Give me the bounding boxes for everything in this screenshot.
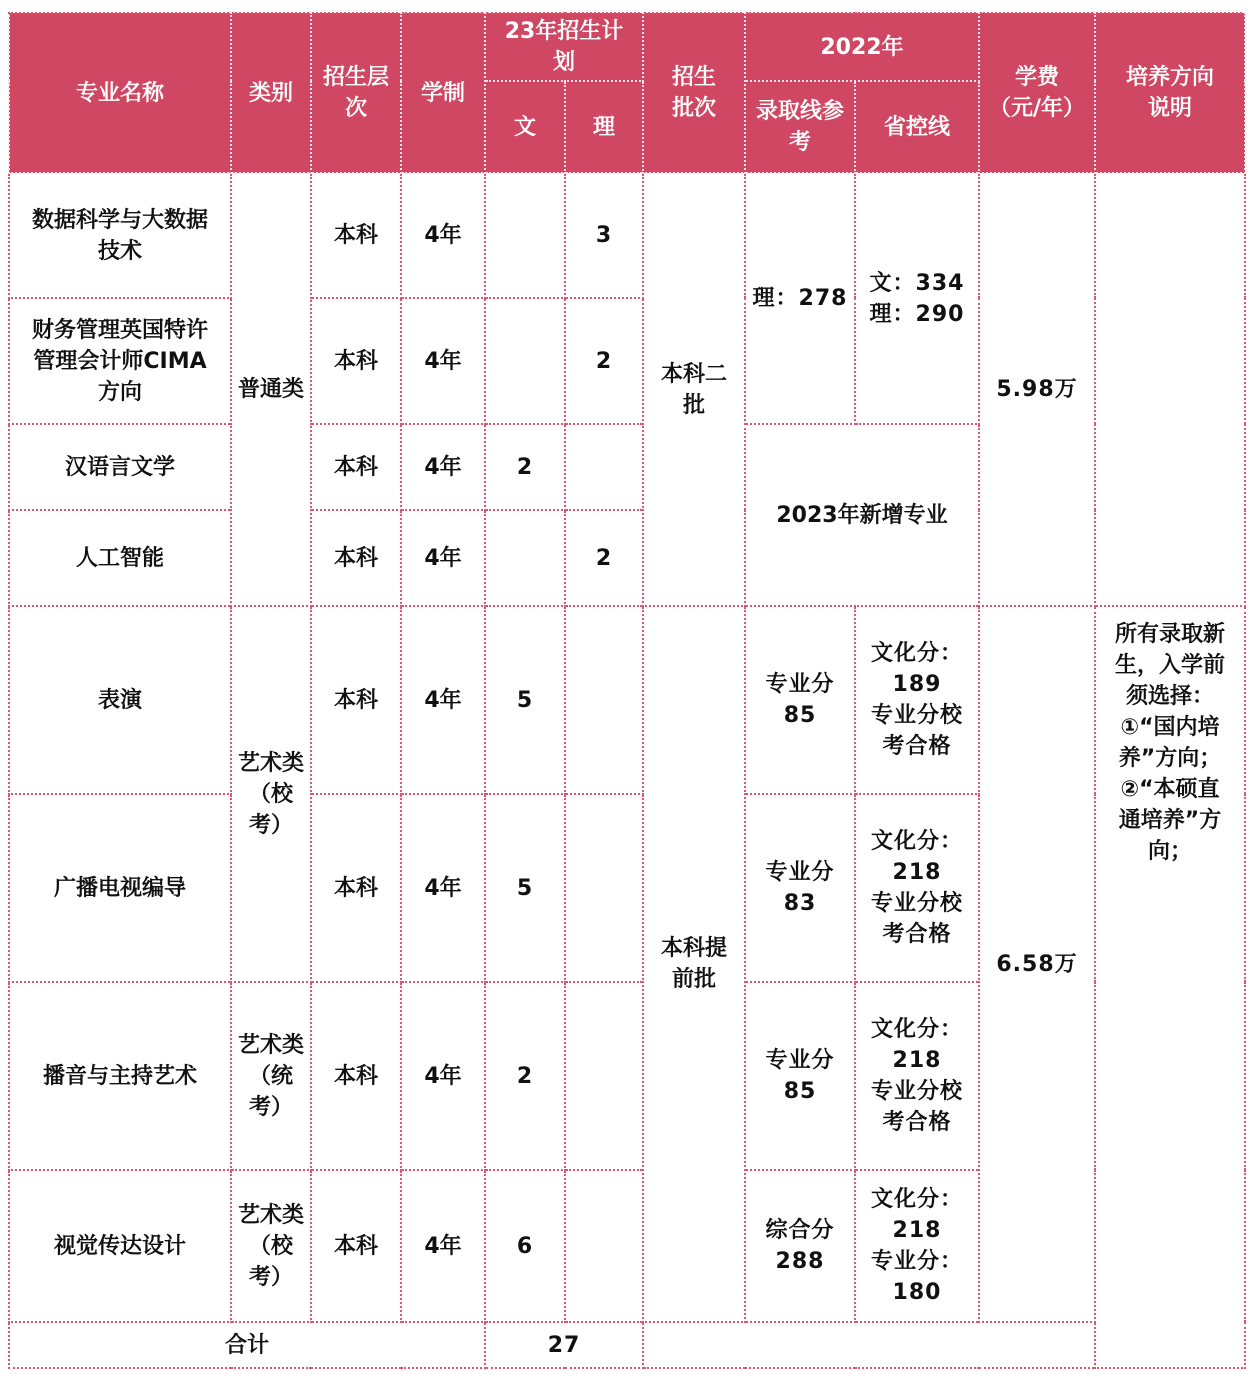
header-province-line: 省控线 bbox=[855, 81, 979, 173]
major-name: 汉语言文学 bbox=[9, 424, 231, 510]
category-cell: 艺术类 （校考） bbox=[231, 606, 311, 982]
header-major: 专业名称 bbox=[9, 13, 231, 173]
level-cell: 本科 bbox=[311, 173, 401, 298]
category-cell: 艺术类 （校考） bbox=[231, 1170, 311, 1322]
total-value: 27 bbox=[485, 1322, 643, 1368]
batch-cell: 本科提 前批 bbox=[643, 606, 745, 1322]
level-cell: 本科 bbox=[311, 982, 401, 1170]
plan-li-cell bbox=[565, 606, 643, 794]
province-line-cell: 文化分： 218 专业分校 考合格 bbox=[855, 982, 979, 1170]
province-line-cell: 文化分： 218 专业分校 考合格 bbox=[855, 794, 979, 982]
duration-cell: 4年 bbox=[401, 606, 485, 794]
level-cell: 本科 bbox=[311, 424, 401, 510]
major-name: 财务管理英国特许 管理会计师CIMA 方向 bbox=[9, 298, 231, 424]
major-name: 人工智能 bbox=[9, 510, 231, 606]
plan-wen-cell bbox=[485, 173, 565, 298]
admission-line-cell: 理：278 bbox=[745, 173, 855, 424]
plan-wen-cell bbox=[485, 510, 565, 606]
plan-li-cell: 2 bbox=[565, 510, 643, 606]
duration-cell: 4年 bbox=[401, 298, 485, 424]
header-plan-wen: 文 bbox=[485, 81, 565, 173]
plan-li-cell bbox=[565, 982, 643, 1170]
major-name: 播音与主持艺术 bbox=[9, 982, 231, 1170]
header-year-2022: 2022年 bbox=[745, 13, 979, 81]
new-major-note: 2023年新增专业 bbox=[745, 424, 979, 606]
plan-li-cell: 3 bbox=[565, 173, 643, 298]
total-label: 合计 bbox=[9, 1322, 485, 1368]
tuition-cell: 6.58万 bbox=[979, 606, 1095, 1322]
province-line-cell: 文化分： 218 专业分： 180 bbox=[855, 1170, 979, 1322]
category-cell: 艺术类 （统考） bbox=[231, 982, 311, 1170]
admission-line-cell: 专业分 85 bbox=[745, 982, 855, 1170]
admission-line-cell: 综合分 288 bbox=[745, 1170, 855, 1322]
total-filler bbox=[643, 1322, 1245, 1368]
level-cell: 本科 bbox=[311, 298, 401, 424]
training-cell-empty bbox=[1095, 173, 1245, 606]
header-plan-li: 理 bbox=[565, 81, 643, 173]
plan-wen-cell bbox=[485, 298, 565, 424]
duration-cell: 4年 bbox=[401, 510, 485, 606]
plan-wen-cell: 2 bbox=[485, 982, 565, 1170]
header-tuition: 学费 （元/年） bbox=[979, 13, 1095, 173]
plan-li-cell: 2 bbox=[565, 298, 643, 424]
plan-wen-cell: 5 bbox=[485, 606, 565, 794]
plan-wen-cell: 5 bbox=[485, 794, 565, 982]
header-category: 类别 bbox=[231, 13, 311, 173]
batch-cell: 本科二 批 bbox=[643, 173, 745, 606]
table-row bbox=[9, 173, 1245, 298]
plan-li-cell bbox=[565, 1170, 643, 1322]
header-admission-line: 录取线参 考 bbox=[745, 81, 855, 173]
plan-li-cell bbox=[565, 794, 643, 982]
plan-li-cell bbox=[565, 424, 643, 510]
duration-cell: 4年 bbox=[401, 982, 485, 1170]
duration-cell: 4年 bbox=[401, 794, 485, 982]
major-name: 广播电视编导 bbox=[9, 794, 231, 982]
province-line-cell: 文化分： 189 专业分校 考合格 bbox=[855, 606, 979, 794]
level-cell: 本科 bbox=[311, 1170, 401, 1322]
table-row bbox=[9, 606, 1245, 794]
plan-wen-cell: 2 bbox=[485, 424, 565, 510]
duration-cell: 4年 bbox=[401, 173, 485, 298]
header-plan: 23年招生计 划 bbox=[485, 13, 643, 81]
category-cell: 普通类 bbox=[231, 173, 311, 606]
header-batch: 招生 批次 bbox=[643, 13, 745, 173]
header-duration: 学制 bbox=[401, 13, 485, 173]
total-row bbox=[9, 1322, 1245, 1368]
level-cell: 本科 bbox=[311, 606, 401, 794]
tuition-cell: 5.98万 bbox=[979, 173, 1095, 606]
duration-cell: 4年 bbox=[401, 424, 485, 510]
major-name: 数据科学与大数据 技术 bbox=[9, 173, 231, 298]
level-cell: 本科 bbox=[311, 794, 401, 982]
header-training: 培养方向 说明 bbox=[1095, 13, 1245, 173]
training-note: 所有录取新 生，入学前 须选择： ①“国内培 养”方向； ②“本硕直 通培养”方 向； bbox=[1095, 606, 1245, 1368]
province-line-cell: 文：334 理：290 bbox=[855, 173, 979, 424]
major-name: 表演 bbox=[9, 606, 231, 794]
admission-line-cell: 专业分 83 bbox=[745, 794, 855, 982]
major-name: 视觉传达设计 bbox=[9, 1170, 231, 1322]
header-level: 招生层 次 bbox=[311, 13, 401, 173]
duration-cell: 4年 bbox=[401, 1170, 485, 1322]
admission-plan-table bbox=[8, 12, 1246, 1369]
admission-line-cell: 专业分 85 bbox=[745, 606, 855, 794]
level-cell: 本科 bbox=[311, 510, 401, 606]
plan-wen-cell: 6 bbox=[485, 1170, 565, 1322]
